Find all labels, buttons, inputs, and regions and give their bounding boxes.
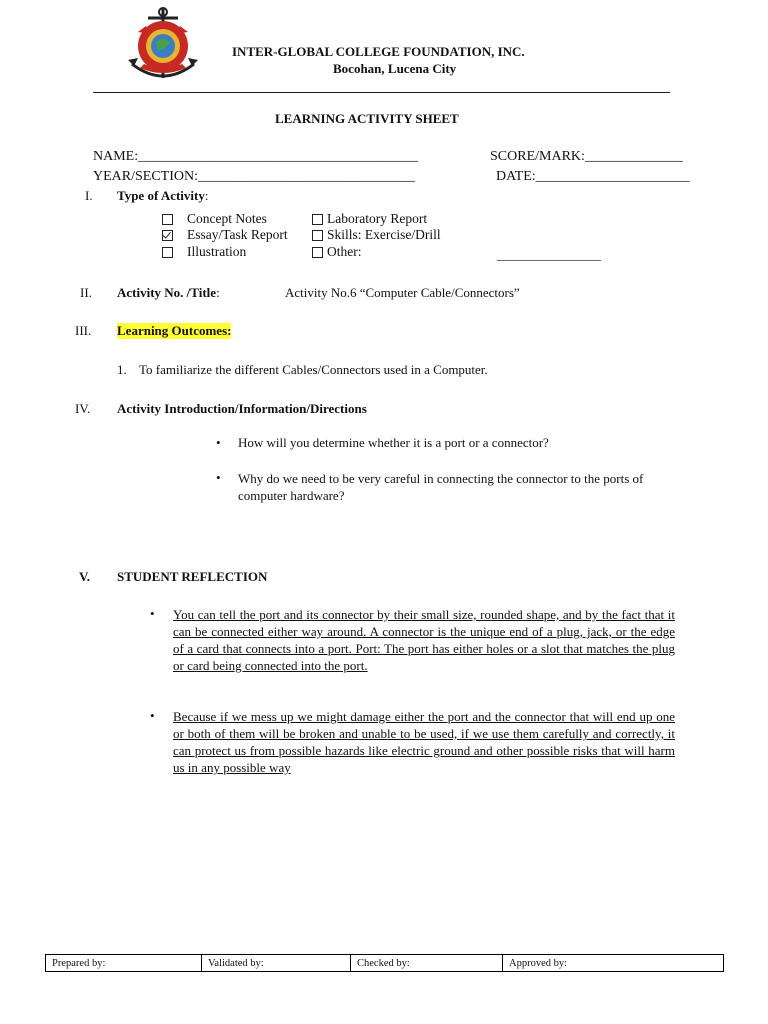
checkbox-icon[interactable] [312,247,323,258]
header-divider [93,92,670,93]
option-concept-notes[interactable] [162,211,267,227]
section-1-colon: : [204,188,209,203]
date-field[interactable]: DATE:______________________ [496,169,690,184]
score-field[interactable]: SCORE/MARK:______________ [490,149,683,164]
signature-table [45,954,724,972]
reflection-answer-1: You can tell the port and its connector by their small size, rounded shape, and by the fact that it can be connected either way around. A connector is the unique end of a plug, jack, or the edge of a card that connects into a port. Port: The port has either holes or a slot that matches the plug or card being connected into the port. [173,607,675,673]
outcome-number: 1. [117,362,127,377]
name-field[interactable]: NAME:________________________________________ [93,149,419,164]
section-1-title [117,188,208,204]
checkbox-icon[interactable] [162,214,173,225]
section-2-label: Activity No. /Title [117,285,217,300]
year-section-field[interactable]: YEAR/SECTION:_______________________________ [93,169,415,184]
option-essay-task-report[interactable] [162,227,288,243]
bullet-icon: • [150,606,155,621]
bullet-icon: • [216,435,221,450]
outcome-item: To familiarize the different Cables/Connectors used in a Computer. [139,362,488,377]
bullet-icon: • [150,708,155,723]
checked-checkbox-icon[interactable] [162,230,173,241]
bullet-icon: • [216,470,221,485]
section-1-label: Type of Activity [117,188,205,203]
direction-question-2: Why do we need to be very careful in connecting the connector to the ports of computer hardware? [238,471,644,503]
activity-title-value: Activity No.6 “Computer Cable/Connectors” [285,285,520,300]
section-4-title: Activity Introduction/Information/Directions [117,401,367,416]
option-label: Skills: Exercise/Drill [327,227,441,242]
checkbox-icon[interactable] [162,247,173,258]
option-illustration[interactable] [162,244,246,260]
section-5-title: STUDENT REFLECTION [117,569,268,584]
reflection-answer-2: Because if we mess up we might damage either the port and the connector that will end up one or both of them will be broken and unable to be used, if we use them carefully and correctly, it can protect us from possible hazards like electric ground and other possible risks that will harm us in any possible way [173,709,675,775]
prepared-by-cell[interactable]: Prepared by: [46,955,202,972]
checkbox-icon[interactable] [312,230,323,241]
college-logo [118,6,208,84]
option-skills-exercise-drill[interactable] [312,227,441,243]
option-other[interactable] [312,244,362,260]
option-laboratory-report[interactable] [312,211,427,227]
section-2-number: II. [80,285,92,300]
college-address: Bocohan, Lucena City [333,61,457,76]
college-name: INTER-GLOBAL COLLEGE FOUNDATION, INC. [232,44,525,59]
option-label: Laboratory Report [327,211,428,226]
sheet-title: LEARNING ACTIVITY SHEET [275,111,459,126]
section-4-number: IV. [75,401,91,416]
option-label: Other: [327,244,362,259]
section-2-title [117,285,220,301]
checkbox-icon[interactable] [312,214,323,225]
section-5-number: V. [79,569,90,584]
option-label: Essay/Task Report [187,227,288,242]
option-label: Concept Notes [187,211,267,226]
direction-question-1: How will you determine whether it is a port or a connector? [238,435,549,450]
option-label: Illustration [187,244,247,259]
section-3-number: III. [75,323,92,338]
section-2-colon: : [216,285,220,300]
approved-by-cell[interactable]: Approved by: [503,955,724,972]
validated-by-cell[interactable]: Validated by: [202,955,351,972]
other-blank-line[interactable]: ________________ [497,247,601,262]
checked-by-cell[interactable]: Checked by: [351,955,503,972]
section-3-title: Learning Outcomes: [117,323,232,338]
section-1-number: I. [85,188,93,203]
